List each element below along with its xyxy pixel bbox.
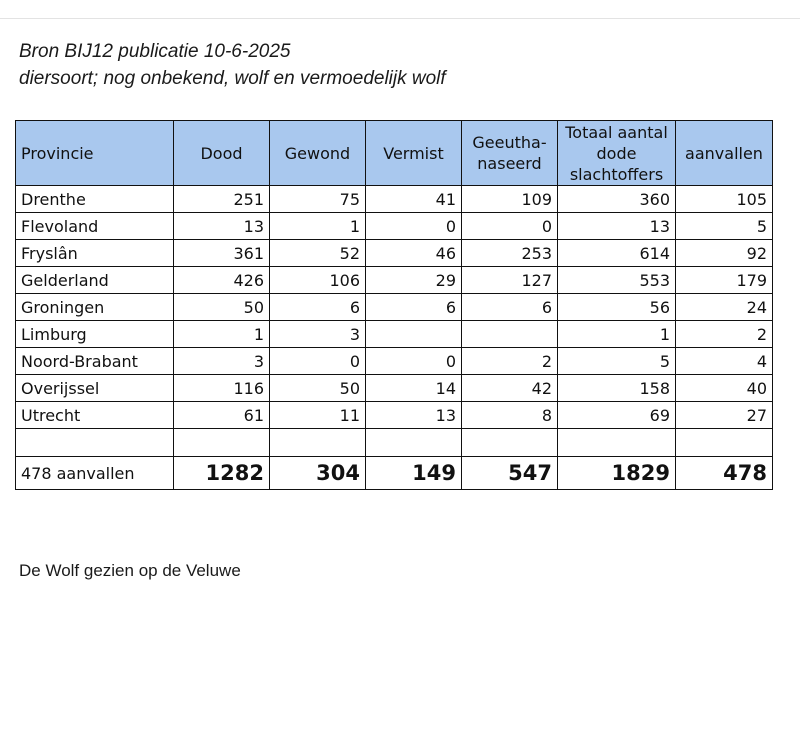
totals-row <box>16 457 773 490</box>
blank-row <box>16 429 773 457</box>
table-row <box>16 402 773 429</box>
cell-gewond: 11 <box>270 402 366 429</box>
cell-dood: 13 <box>174 213 270 240</box>
cell-dood: 361 <box>174 240 270 267</box>
cell-gewond: 1 <box>270 213 366 240</box>
cell-provincie: Groningen <box>16 294 174 321</box>
cell-dood: 1 <box>174 321 270 348</box>
cell-gewond: 106 <box>270 267 366 294</box>
cell-vermist: 14 <box>366 375 462 402</box>
cell-aanvallen: 40 <box>676 375 773 402</box>
header-totaal: Totaal aantal dode slachtoffers <box>558 121 676 186</box>
cell-provincie: Utrecht <box>16 402 174 429</box>
cell-aanvallen: 24 <box>676 294 773 321</box>
cell-geeuthanaseerd: 127 <box>462 267 558 294</box>
cell-dood: 50 <box>174 294 270 321</box>
cell-provincie: Fryslân <box>16 240 174 267</box>
cell-vermist: 13 <box>366 402 462 429</box>
header-dood: Dood <box>174 121 270 186</box>
header-gewond: Gewond <box>270 121 366 186</box>
table-row <box>16 213 773 240</box>
table-row <box>16 294 773 321</box>
cell-vermist: 41 <box>366 186 462 213</box>
header-provincie: Provincie <box>16 121 174 186</box>
cell-provincie: Limburg <box>16 321 174 348</box>
cell-aanvallen: 105 <box>676 186 773 213</box>
cell-aanvallen: 92 <box>676 240 773 267</box>
cell-aanvallen: 27 <box>676 402 773 429</box>
cell-totaal: 360 <box>558 186 676 213</box>
cell-geeuthanaseerd: 8 <box>462 402 558 429</box>
cell-vermist: 6 <box>366 294 462 321</box>
table-row <box>16 375 773 402</box>
table-row <box>16 267 773 294</box>
cell-gewond: 75 <box>270 186 366 213</box>
cell-gewond: 3 <box>270 321 366 348</box>
total-vermist: 149 <box>366 457 462 490</box>
cell-geeuthanaseerd: 253 <box>462 240 558 267</box>
species-line: diersoort; nog onbekend, wolf en vermoedelijk wolf <box>19 68 446 89</box>
cell-gewond: 0 <box>270 348 366 375</box>
cell-totaal: 158 <box>558 375 676 402</box>
cell-provincie: Drenthe <box>16 186 174 213</box>
cell-gewond: 50 <box>270 375 366 402</box>
wolf-attacks-table <box>15 120 773 490</box>
cell-aanvallen: 4 <box>676 348 773 375</box>
cell-provincie: Noord-Brabant <box>16 348 174 375</box>
cell-gewond: 6 <box>270 294 366 321</box>
cell-totaal: 5 <box>558 348 676 375</box>
cell-totaal: 553 <box>558 267 676 294</box>
totals-label: 478 aanvallen <box>16 457 174 490</box>
cell-geeuthanaseerd: 0 <box>462 213 558 240</box>
table-row <box>16 321 773 348</box>
cell-aanvallen: 5 <box>676 213 773 240</box>
header-row <box>16 121 773 186</box>
cell-totaal: 614 <box>558 240 676 267</box>
caption: De Wolf gezien op de Veluwe <box>19 561 241 580</box>
source-note <box>19 38 446 92</box>
cell-dood: 116 <box>174 375 270 402</box>
cell-dood: 251 <box>174 186 270 213</box>
cell-geeuthanaseerd: 109 <box>462 186 558 213</box>
header-geeuthanaseerd: Geeutha-naseerd <box>462 121 558 186</box>
cell-gewond: 52 <box>270 240 366 267</box>
cell-geeuthanaseerd: 42 <box>462 375 558 402</box>
cell-totaal: 1 <box>558 321 676 348</box>
cell-geeuthanaseerd <box>462 321 558 348</box>
cell-dood: 426 <box>174 267 270 294</box>
total-gewond: 304 <box>270 457 366 490</box>
cell-aanvallen: 179 <box>676 267 773 294</box>
top-divider <box>0 18 800 19</box>
cell-vermist: 0 <box>366 348 462 375</box>
cell-vermist <box>366 321 462 348</box>
total-dood: 1282 <box>174 457 270 490</box>
cell-vermist: 29 <box>366 267 462 294</box>
cell-aanvallen: 2 <box>676 321 773 348</box>
cell-vermist: 46 <box>366 240 462 267</box>
total-totaal: 1829 <box>558 457 676 490</box>
cell-vermist: 0 <box>366 213 462 240</box>
total-geeuthanaseerd: 547 <box>462 457 558 490</box>
source-line: Bron BIJ12 publicatie 10-6-2025 <box>19 41 291 62</box>
cell-dood: 61 <box>174 402 270 429</box>
cell-totaal: 56 <box>558 294 676 321</box>
cell-provincie: Overijssel <box>16 375 174 402</box>
cell-totaal: 69 <box>558 402 676 429</box>
header-vermist: Vermist <box>366 121 462 186</box>
header-aanvallen: aanvallen <box>676 121 773 186</box>
table-row <box>16 348 773 375</box>
table-row <box>16 240 773 267</box>
cell-geeuthanaseerd: 6 <box>462 294 558 321</box>
total-aanvallen: 478 <box>676 457 773 490</box>
cell-dood: 3 <box>174 348 270 375</box>
cell-provincie: Gelderland <box>16 267 174 294</box>
cell-totaal: 13 <box>558 213 676 240</box>
cell-provincie: Flevoland <box>16 213 174 240</box>
cell-geeuthanaseerd: 2 <box>462 348 558 375</box>
table-row <box>16 186 773 213</box>
